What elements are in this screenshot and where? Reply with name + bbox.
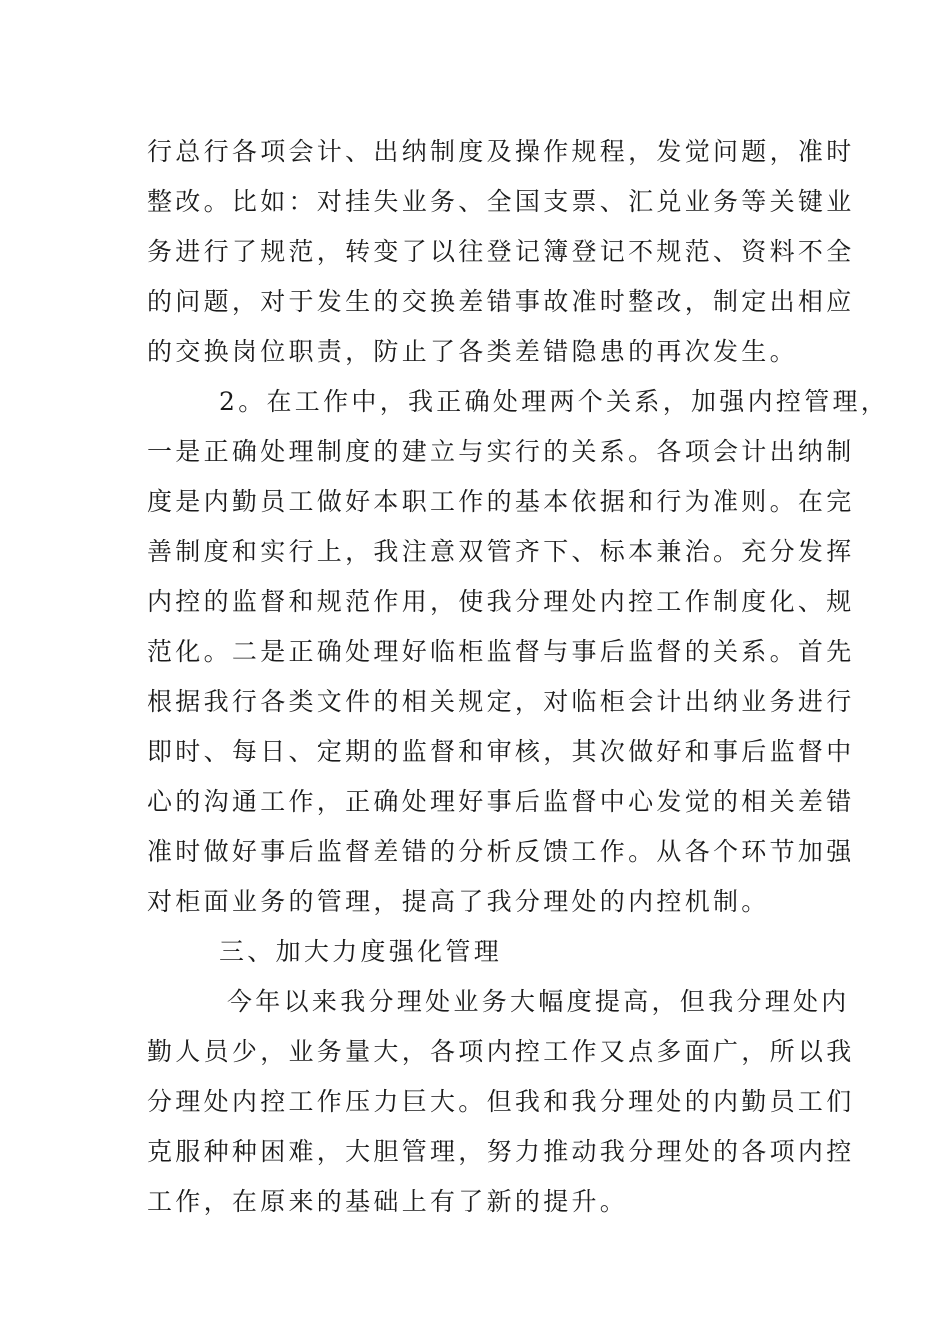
section-heading: 三、加大力度强化管理 xyxy=(219,937,503,966)
text-line: 勤人员少，业务量大，各项内控工作又点多面广，所以我 xyxy=(147,1037,855,1066)
text-line: 根据我行各类文件的相关规定，对临柜会计出纳业务进行 xyxy=(147,687,855,716)
text-line: 度是内勤员工做好本职工作的基本依据和行为准则。在完 xyxy=(147,487,855,516)
text-line: 即时、每日、定期的监督和审核，其次做好和事后监督中 xyxy=(147,737,855,766)
text-line: 的问题，对于发生的交换差错事故准时整改，制定出相应 xyxy=(147,287,855,316)
text-line: 整改。比如：对挂失业务、全国支票、汇兑业务等关键业 xyxy=(147,187,855,216)
text-line: 范化。二是正确处理好临柜监督与事后监督的关系。首先 xyxy=(147,637,855,666)
text-line: 工作，在原来的基础上有了新的提升。 xyxy=(147,1187,629,1216)
text-line: 善制度和实行上，我注意双管齐下、标本兼治。充分发挥 xyxy=(147,537,855,566)
text-line: 心的沟通工作，正确处理好事后监督中心发觉的相关差错 xyxy=(147,787,855,816)
text-line: 克服种种困难，大胆管理，努力推动我分理处的各项内控 xyxy=(147,1137,855,1166)
text-line: 对柜面业务的管理，提高了我分理处的内控机制。 xyxy=(147,887,770,916)
paragraph-start-line: 2。在工作中，我正确处理两个关系，加强内控管理， xyxy=(219,387,890,416)
text-line: 行总行各项会计、出纳制度及操作规程，发觉问题，准时 xyxy=(147,137,855,166)
text-line: 分理处内控工作压力巨大。但我和我分理处的内勤员工们 xyxy=(147,1087,855,1116)
text-line: 准时做好事后监督差错的分析反馈工作。从各个环节加强 xyxy=(147,837,855,866)
text-line: 一是正确处理制度的建立与实行的关系。各项会计出纳制 xyxy=(147,437,855,466)
text-line: 的交换岗位职责，防止了各类差错隐患的再次发生。 xyxy=(147,337,798,366)
document-body xyxy=(147,127,890,1227)
text-line: 务进行了规范，转变了以往登记簿登记不规范、资料不全 xyxy=(147,237,855,266)
text-line: 内控的监督和规范作用，使我分理处内控工作制度化、规 xyxy=(147,587,855,616)
paragraph-start-line: 今年以来我分理处业务大幅度提高，但我分理处内 xyxy=(227,987,850,1016)
